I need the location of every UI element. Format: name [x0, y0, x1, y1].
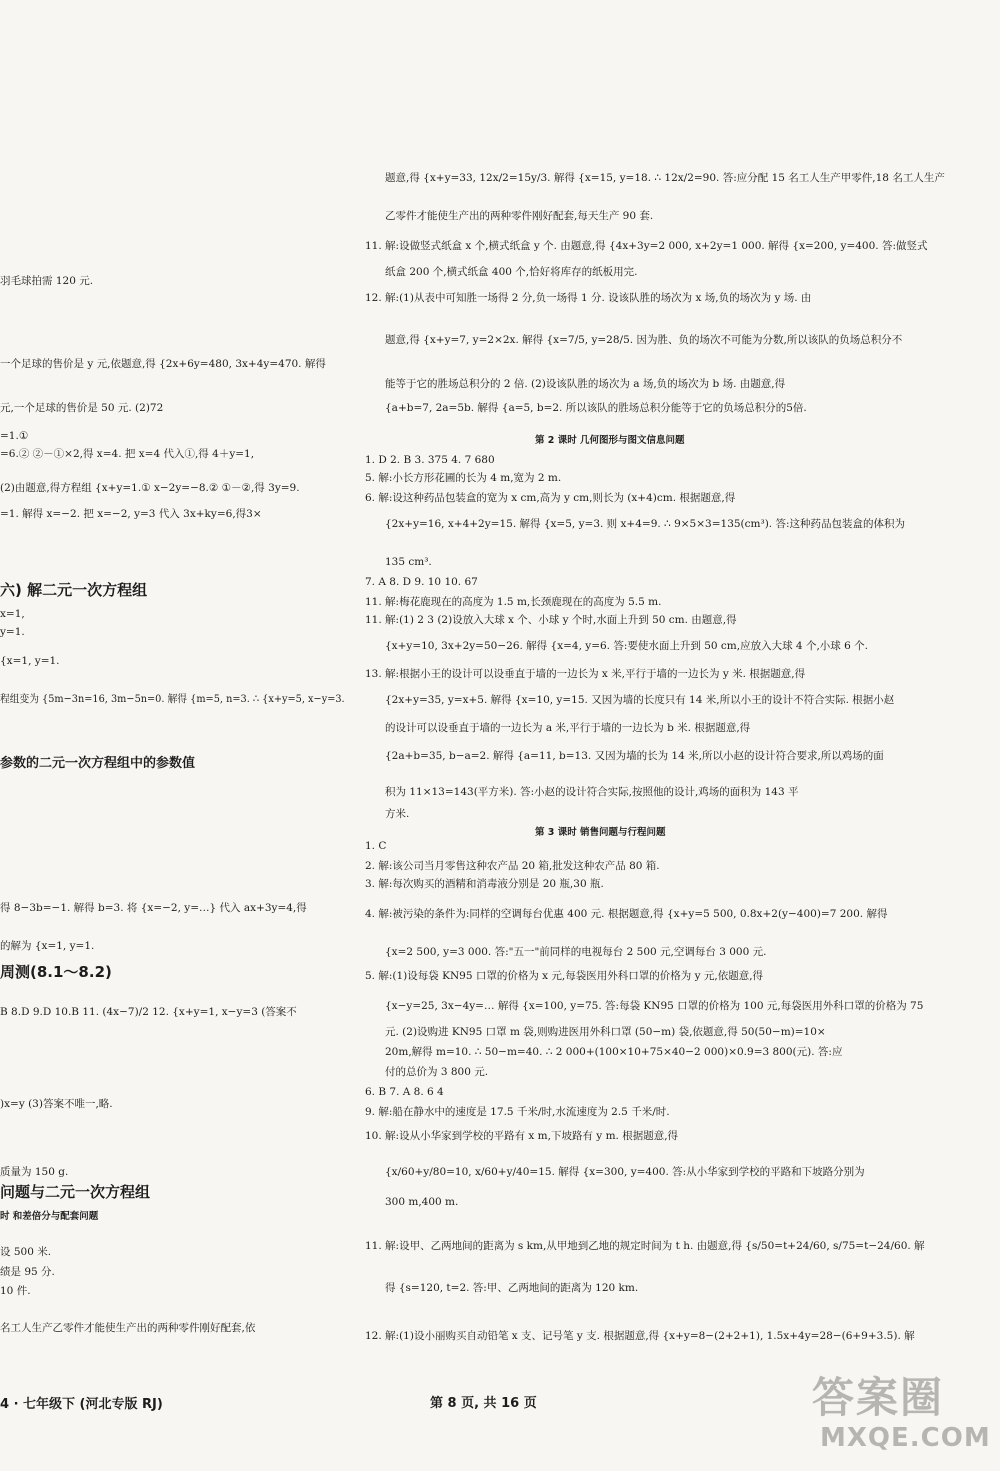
right-line: 1. C	[365, 840, 387, 852]
left-line: {x=1, y=1.	[0, 655, 60, 667]
left-line: 设 500 米.	[0, 1246, 52, 1258]
left-line: 绩是 95 分.	[0, 1266, 55, 1278]
right-line: 1. D 2. B 3. 375 4. 7 680	[365, 454, 495, 466]
left-line: B 8.D 9.D 10.B 11. (4x−7)/2 12. {x+y=1, x−y=3 (答案不	[0, 1006, 297, 1018]
right-line: 3. 解:每次购买的酒精和消毒液分别是 20 瓶,30 瓶.	[365, 878, 604, 890]
left-line: (2)由题意,得方程组 {x+y=1.① x−2y=−8.② ①－②,得 3y=9.	[0, 482, 300, 494]
right-line: {a+b=7, 2a=5b. 解得 {a=5, b=2. 所以该队的胜场总积分能等于它的负场总积分的5倍.	[385, 402, 807, 414]
right-line: 5. 解:(1)设每袋 KN95 口罩的价格为 x 元,每袋医用外科口罩的价格为 y 元,依题意,得	[365, 970, 764, 982]
right-line: {2x+y=35, y=x+5. 解得 {x=10, y=15. 又因为墙的长度只有 14 米,所以小王的设计不符合实际. 根据小赵	[385, 694, 895, 706]
left-subheading: 时 和差倍分与配套问题	[0, 1211, 99, 1222]
footer-grade-label: 4 · 七年级下 (河北专版 RJ)	[0, 1397, 163, 1412]
left-line: 得 8−3b=−1. 解得 b=3. 将 {x=−2, y=…} 代入 ax+3y=4,得	[0, 902, 307, 914]
right-line: 9. 解:船在静水中的速度是 17.5 千米/时,水流速度为 2.5 千米/时.	[365, 1106, 670, 1118]
left-section-heading: 六) 解二元一次方程组	[0, 581, 148, 599]
right-line: {x+y=10, 3x+2y=50−26. 解得 {x=4, y=6. 答:要使水面上升到 50 cm,应放入大球 4 个,小球 6 个.	[385, 640, 868, 652]
right-line: 纸盒 200 个,横式纸盒 400 个,恰好将库存的纸板用完.	[385, 266, 638, 278]
right-line: 20m,解得 m=10. ∴ 50−m=40. ∴ 2 000+(100×10+75×40−2 000)×0.9=3 800(元). 答:应	[385, 1046, 843, 1058]
right-line: 13. 解:根据小王的设计可以设垂直于墙的一边长为 x 米,平行于墙的一边长为 y 米. 根据题意,得	[365, 668, 806, 680]
right-line: 12. 解:(1)设小丽购买自动铅笔 x 支、记号笔 y 支. 根据题意,得 {x+y=8−(2+2+1), 1.5x+4y=28−(6+9+3.5). 解	[365, 1330, 915, 1342]
right-line: 题意,得 {x+y=33, 12x/2=15y/3. 解得 {x=15, y=18. ∴ 12x/2=90. 答:应分配 15 名工人生产甲零件,18 名工人生产	[385, 172, 945, 184]
left-section-heading: 周测(8.1～8.2)	[0, 963, 112, 981]
left-line: y=1.	[0, 626, 25, 638]
right-line: 2. 解:该公司当月零售这种农产品 20 箱,批发这种农产品 80 箱.	[365, 860, 660, 872]
right-line: {x−y=25, 3x−4y=… 解得 {x=100, y=75. 答:每袋 KN95 口罩的价格为 100 元,每袋医用外科口罩的价格为 75	[385, 1000, 924, 1012]
left-line: 一个足球的售价是 y 元,依题意,得 {2x+6y=480, 3x+4y=470. 解得	[0, 358, 326, 370]
right-line: 6. 解:设这种药品包装盒的宽为 x cm,高为 y cm,则长为 (x+4)cm. 根据题意,得	[365, 492, 736, 504]
right-line: 元. (2)设购进 KN95 口罩 m 袋,则购进医用外科口罩 (50−m) 袋,依题意,得 50(50−m)=10×	[385, 1026, 826, 1038]
right-line: 题意,得 {x+y=7, y=2×2x. 解得 {x=7/5, y=28/5. 因为胜、负的场次不可能为分数,所以该队的负场总积分不	[385, 334, 903, 346]
left-section-heading: 问题与二元一次方程组	[0, 1183, 151, 1201]
left-line: 名工人生产乙零件才能使生产出的两种零件刚好配套,依	[0, 1322, 256, 1334]
left-line: 10 件.	[0, 1285, 31, 1297]
left-line: =6.② ②－①×2,得 x=4. 把 x=4 代入①,得 4＋y=1,	[0, 448, 255, 460]
right-line: 方米.	[385, 808, 410, 820]
left-line: 元,一个足球的售价是 50 元. (2)72	[0, 402, 164, 414]
lesson-heading: 第 2 课时 几何图形与图文信息问题	[535, 435, 685, 446]
left-line: 程组变为 {5m−3n=16, 3m−5n=0. 解得 {m=5, n=3. ∴ {x+y=5, x−y=3.	[0, 693, 345, 705]
watermark-logo	[812, 1365, 991, 1465]
right-line: 乙零件才能使生产出的两种零件刚好配套,每天生产 90 套.	[385, 210, 654, 222]
right-line: 11. 解:(1) 2 3 (2)设放入大球 x 个、小球 y 个时,水面上升到 50 cm. 由题意,得	[365, 614, 737, 626]
watermark-url: MXQE.COM	[820, 1423, 991, 1453]
watermark-text: 答案圈	[812, 1373, 945, 1422]
right-line: 7. A 8. D 9. 10 10. 67	[365, 576, 478, 588]
left-line: x=1,	[0, 608, 25, 620]
left-line: )x=y (3)答案不唯一,略.	[0, 1098, 113, 1110]
right-line: 积为 11×13=143(平方米). 答:小赵的设计符合实际,按照他的设计,鸡场的面积为 143 平	[385, 786, 799, 798]
right-line: 得 {s=120, t=2. 答:甲、乙两地间的距离为 120 km.	[385, 1282, 639, 1294]
left-line: 质量为 150 g.	[0, 1166, 69, 1178]
right-line: 的设计可以设垂直于墙的一边长为 a 米,平行于墙的一边长为 b 米. 根据题意,得	[385, 722, 751, 734]
right-line: {x=2 500, y=3 000. 答:"五一"前同样的电视每台 2 500 元,空调每台 3 000 元.	[385, 946, 767, 958]
right-line: {x/60+y/80=10, x/60+y/40=15. 解得 {x=300, y=400. 答:从小华家到学校的平路和下坡路分别为	[385, 1166, 865, 1178]
right-line: 5. 解:小长方形花圃的长为 4 m,宽为 2 m.	[365, 472, 562, 484]
right-line: 4. 解:被污染的条件为:同样的空调每台优惠 400 元. 根据题意,得 {x+y=5 500, 0.8x+2(y−400)=7 200. 解得	[365, 908, 888, 920]
left-line: =1. 解得 x=−2. 把 x=−2, y=3 代入 3x+ky=6,得3×	[0, 508, 262, 520]
right-line: 11. 解:梅花鹿现在的高度为 1.5 m,长颈鹿现在的高度为 5.5 m.	[365, 596, 662, 608]
right-line: {2x+y=16, x+4+2y=15. 解得 {x=5, y=3. 则 x+4=9. ∴ 9×5×3=135(cm³). 答:这种药品包装盒的体积为	[385, 518, 906, 530]
right-line: 11. 解:设做竖式纸盒 x 个,横式纸盒 y 个. 由题意,得 {4x+3y=2 000, x+2y=1 000. 解得 {x=200, y=400. 答:做竖式	[365, 240, 928, 252]
footer-page-number: 第 8 页, 共 16 页	[430, 1396, 537, 1411]
right-line: 6. B 7. A 8. 6 4	[365, 1086, 444, 1098]
left-line: 羽毛球拍需 120 元.	[0, 275, 94, 287]
right-line: 10. 解:设从小华家到学校的平路有 x m,下坡路有 y m. 根据题意,得	[365, 1130, 679, 1142]
left-section-heading: 参数的二元一次方程组中的参数值	[0, 756, 196, 771]
right-line: 能等于它的胜场总积分的 2 倍. (2)设该队胜的场次为 a 场,负的场次为 b 场. 由题意,得	[385, 378, 786, 390]
left-line: 的解为 {x=1, y=1.	[0, 940, 95, 952]
right-line: 135 cm³.	[385, 556, 432, 568]
lesson-heading: 第 3 课时 销售问题与行程问题	[535, 827, 666, 838]
right-line: 付的总价为 3 800 元.	[385, 1066, 489, 1078]
left-line: =1.①	[0, 430, 29, 442]
right-line: 11. 解:设甲、乙两地间的距离为 s km,从甲地到乙地的规定时间为 t h. 由题意,得 {s/50=t+24/60, s/75=t−24/60. 解	[365, 1240, 925, 1252]
right-line: 300 m,400 m.	[385, 1196, 459, 1208]
right-line: {2a+b=35, b−a=2. 解得 {a=11, b=13. 又因为墙的长为 14 米,所以小赵的设计符合要求,所以鸡场的面	[385, 750, 884, 762]
right-line: 12. 解:(1)从表中可知胜一场得 2 分,负一场得 1 分. 设该队胜的场次为 x 场,负的场次为 y 场. 由	[365, 292, 812, 304]
